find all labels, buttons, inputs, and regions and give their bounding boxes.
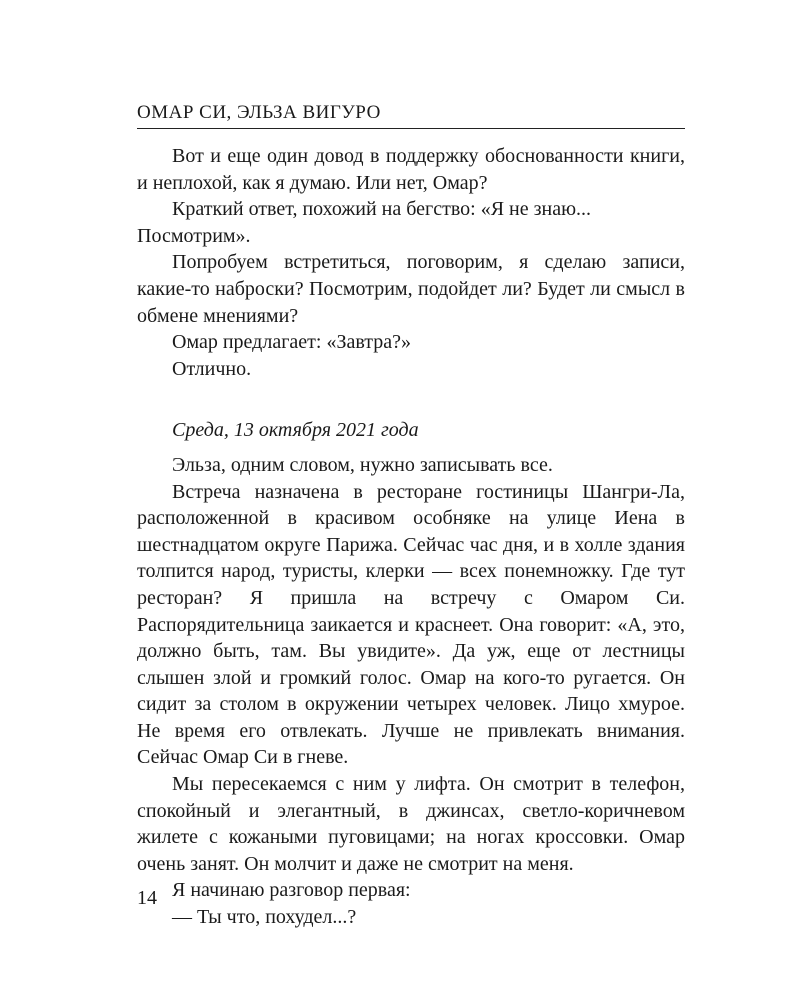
running-header	[137, 100, 685, 129]
page-body	[137, 143, 685, 931]
paragraph: Попробуем встретиться, поговорим, я сделаю записи, какие-то наброски? Посмотрим, подойдет ли? Будет ли смысл в обмене мнениями?	[137, 251, 685, 327]
paragraph: Отлично.	[172, 357, 252, 380]
paragraph: Я начинаю разговор первая:	[172, 879, 411, 902]
paragraph: Мы пересекаемся с ним у лифта. Он смотрит в телефон, спокойный и элегантный, в джинсах, светло-коричневом жилете с кожаными пуговицами; на ногах кроссовки. Омар очень занят. Он молчит и даже не смотрит на меня.	[137, 773, 685, 875]
paragraph: Краткий ответ, похожий на бегство: «Я не знаю... Посмотрим».	[137, 198, 592, 247]
date-heading: Среда, 13 октября 2021 года	[172, 419, 419, 442]
paragraph: Встреча назначена в ресторане гостиницы Шангри-Ла, расположенной в красивом особняке на улице Иена в шестнадцатом округе Парижа. Сейчас час дня, и в холле здания толпится народ, туристы, клерки — всех понемножку. Где тут ресторан? Я пришла на встречу с Омаром Си. Распорядительница заикается и краснеет. Она говорит: «А, это, должно быть, там. Вы увидите». Да уж, еще от лестницы слышен злой и громкий голос. Омар на кого-то ругается. Он сидит за столом в окружении четырех человек. Лицо хмурое. Не время его отвлекать. Лучше не привлекать внимания. Сейчас Омар Си в гневе.	[137, 480, 685, 769]
paragraph: Вот и еще один довод в поддержку обоснованности книги, и неплохой, как я думаю. Или нет, Омар?	[137, 145, 685, 194]
paragraph: Эльза, одним словом, нужно записывать все.	[172, 453, 553, 476]
header-title: ОМАР СИ, ЭЛЬЗА ВИГУРО	[137, 102, 381, 123]
dialogue-line: — Ты что, похудел...?	[172, 906, 357, 929]
page-number: 14	[137, 887, 157, 909]
paragraph: Омар предлагает: «Завтра?»	[172, 331, 412, 354]
